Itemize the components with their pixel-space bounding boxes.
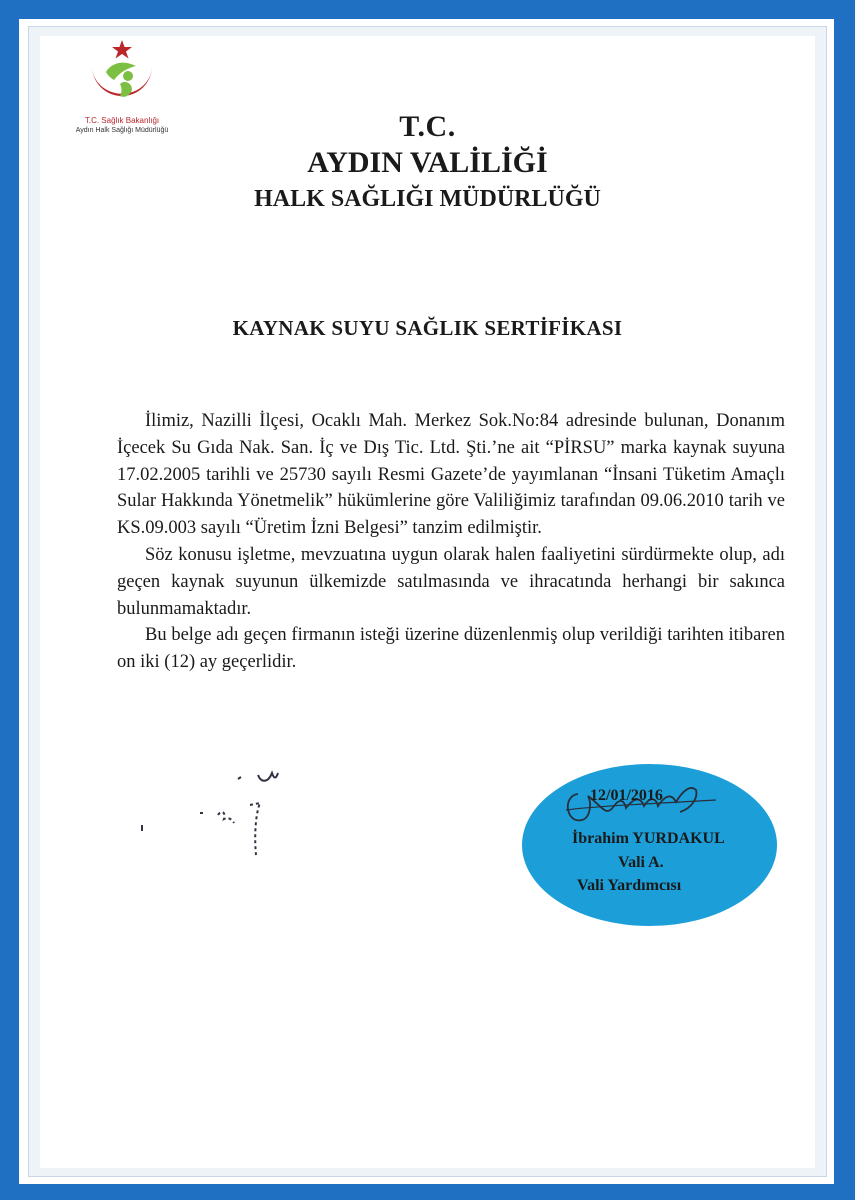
handwritten-marks: [140, 765, 320, 870]
signatory-role: Vali A.: [618, 854, 664, 871]
logo-directorate-text: Aydın Halk Sağlığı Müdürlüğü: [75, 127, 169, 134]
stamp-date: 12/01/2016: [590, 787, 663, 804]
logo-ministry-text: T.C. Sağlık Bakanlığı: [84, 116, 160, 125]
signatory-name: İbrahim YURDAKUL: [572, 830, 725, 847]
border-top: [0, 0, 855, 19]
paragraph-1: İlimiz, Nazilli İlçesi, Ocaklı Mah. Merkez Sok.No:84 adresinde bulunan, Donanım İçecek Su Gıda Nak. San. İç ve Dış Tic. Ltd. Şti.’ne ait “PİRSU” marka kaynak suyuna 17.02.2005 tarihli ve 25730 sayılı Resmi Gazete’de yayımlanan “İnsani Tüketim Amaçlı Sular Hakkında Yönetmelik” hükümlerine göre Valiliğimiz tarafından 09.06.2010 tarih ve KS.09.003 sayılı “Üretim İzni Belgesi” tanzim edilmiştir.: [117, 411, 785, 539]
certificate-body: [117, 408, 785, 676]
border-right: [834, 0, 855, 1200]
crescent-star-icon: [80, 36, 164, 116]
paragraph-2: Söz konusu işletme, mevzuatına uygun olarak halen faaliyetini sürdürmekte olup, adı geçen kaynak suyunun ülkemizde satılmasında ve ihracatında herhangi bir sakınca bulunmamaktadır.: [117, 544, 785, 619]
paragraph-3: Bu belge adı geçen firmanın isteği üzerine düzenlenmiş olup verildiği tarihten itibaren on iki (12) ay geçerlidir.: [117, 625, 785, 673]
border-bottom: [0, 1184, 855, 1200]
border-left: [0, 0, 19, 1200]
certificate-title: KAYNAK SUYU SAĞLIK SERTİFİKASI: [232, 316, 623, 340]
header-governorship: AYDIN VALİLİĞİ: [307, 146, 548, 179]
signatory-title: Vali Yardımcısı: [577, 877, 682, 894]
header-tc: T.C.: [399, 110, 456, 143]
header-directorate: HALK SAĞLIĞI MÜDÜRLÜĞÜ: [254, 186, 601, 212]
